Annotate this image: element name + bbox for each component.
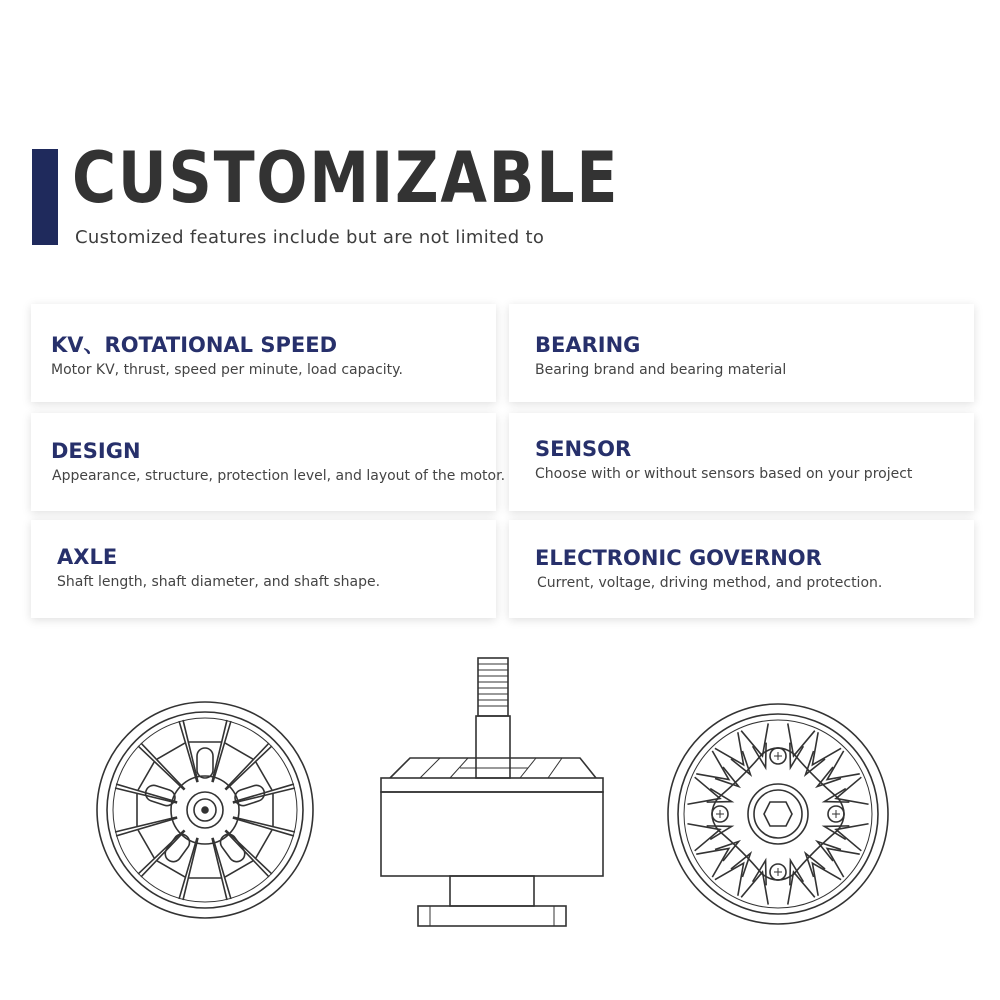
motor-side-view-icon [381, 658, 603, 926]
feature-description: Shaft length, shaft diameter, and shaft shape. [57, 574, 381, 590]
feature-title: ELECTRONIC GOVERNOR [535, 546, 822, 570]
feature-description: Current, voltage, driving method, and protection. [537, 575, 883, 591]
motor-drawings [0, 640, 1000, 940]
page-subtitle: Customized features include but are not limited to [75, 227, 545, 248]
feature-card-governor [509, 520, 974, 618]
feature-card-design [31, 413, 506, 511]
page-title: CUSTOMIZABLE [72, 137, 620, 219]
feature-card-axle [31, 520, 496, 618]
feature-description: Bearing brand and bearing material [535, 362, 787, 378]
feature-title: KV、ROTATIONAL SPEED [51, 333, 338, 357]
accent-bar [32, 149, 58, 245]
feature-card-kv [31, 304, 496, 402]
feature-card-bearing [509, 304, 974, 402]
feature-description: Choose with or without sensors based on your project [535, 466, 913, 482]
feature-card-sensor [509, 413, 974, 511]
feature-description: Motor KV, thrust, speed per minute, load capacity. [51, 362, 403, 378]
feature-title: BEARING [535, 333, 641, 357]
motor-bottom-view-icon [668, 704, 888, 924]
motor-top-view-icon [97, 702, 313, 918]
feature-title: DESIGN [51, 439, 141, 463]
feature-title: SENSOR [535, 437, 632, 461]
feature-description: Appearance, structure, protection level, and layout of the motor. [52, 468, 506, 484]
feature-title: AXLE [57, 545, 118, 569]
